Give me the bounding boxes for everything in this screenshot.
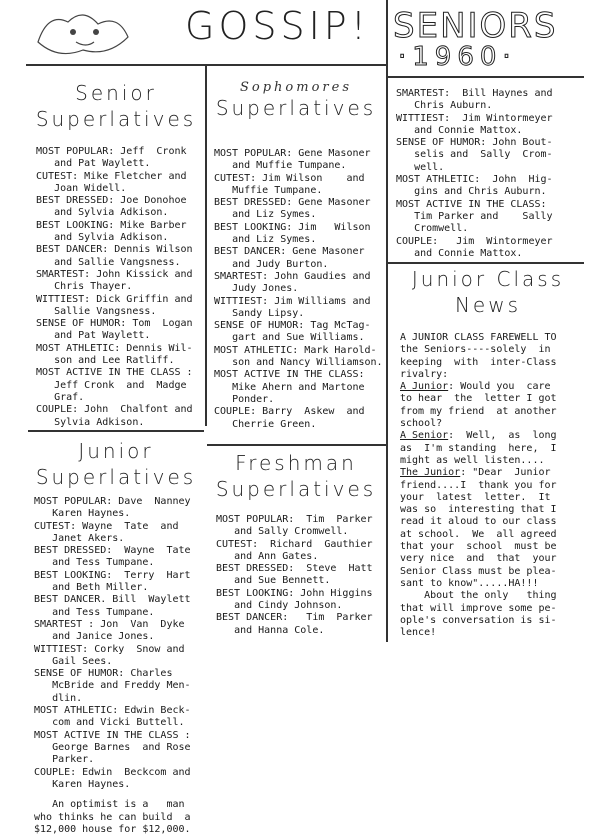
freshman-superlatives-header xyxy=(207,450,385,502)
list-item: BEST LOOKING: Jim Wilson and Liz Symes. xyxy=(214,221,371,246)
list-item: MOST ATHLETIC: Dennis Wil- son and Lee Ratliff. xyxy=(36,342,193,367)
list-item: WITTIEST: Dick Griffin and Sallie Vangsness. xyxy=(36,293,193,317)
section-script-title: Sophomores xyxy=(240,80,352,95)
senior-superlatives-list xyxy=(36,146,206,429)
list-item: SMARTEST: Bill Haynes and Chris Auburn. xyxy=(396,88,553,112)
list-item: MOST ACTIVE IN THE CLASS: Tim Parker and Sally Cromwell. xyxy=(396,198,553,235)
list-item: BEST DRESSED: Steve Hatt and Sue Bennett. xyxy=(216,563,373,587)
joke-text: An optimist is a man who thinks he can build a $12,000 house for $12,000. xyxy=(34,799,191,836)
list-item: BEST LOOKING: Mike Barber and Sylvia Adkison. xyxy=(36,219,187,244)
list-item: WITTIEST: Jim Wintormeyer and Connie Mattox. xyxy=(396,112,553,136)
closing-remark: About the only thing that will improve some pe- ople's conversation is si- lence! xyxy=(400,590,557,639)
list-item: COUPLE: Barry Askew and Cherrie Green. xyxy=(214,406,365,430)
list-item: BEST DANCER: Tim Parker and Hanna Cole. xyxy=(216,612,373,636)
list-item: WITTIEST: Corky Snow and Gail Sees. xyxy=(34,643,185,667)
divider xyxy=(388,76,584,78)
dialog-line xyxy=(400,381,586,430)
senior-continued-list xyxy=(396,88,586,260)
list-item: SENSE OF HUMOR: Charles McBride and Freddy Men- dlin. xyxy=(34,668,191,704)
masthead-title: GOSSIP! xyxy=(185,4,370,48)
list-item: CUTEST: Wayne Tate and Janet Akers. xyxy=(34,520,179,544)
list-item: WITTIEST: Jim Williams and Sandy Lipsy. xyxy=(214,295,371,319)
list-item: BEST DRESSED: Gene Masoner and Liz Symes. xyxy=(214,197,371,221)
list-item: MOST ATHLETIC: John Hig- gins and Chris Auburn. xyxy=(396,174,553,198)
list-item: SENSE OF HUMOR: John Bout- selis and Sally Crom- well. xyxy=(396,137,553,173)
dialog-text: : "Dear Junior friend....I thank you for your latest letter. It was so interesting that I read it aloud to our class at school. We all agreed that your school must be very nice and that your Senior Class must be plea- sant to know".....HA!!! xyxy=(400,467,557,589)
list-item: SMARTEST: John Kissick and Chris Thayer. xyxy=(36,268,193,293)
list-item: BEST DANCER: Gene Masoner and Judy Burton. xyxy=(214,246,365,270)
speaker: A Senior xyxy=(400,430,449,442)
list-item: SENSE OF HUMOR: Tag McTag- gart and Sue Williams. xyxy=(214,320,371,344)
list-item: MOST ACTIVE IN THE CLASS: Mike Ahern and Martone Ponder. xyxy=(214,369,365,405)
list-item: MOST POPULAR: Gene Masoner and Muffie Tumpane. xyxy=(214,148,371,172)
section-title: Junior xyxy=(78,439,154,463)
dialog-line xyxy=(400,430,586,467)
section-title: Senior xyxy=(75,81,157,105)
list-item: MOST POPULAR: Jeff Cronk and Pat Waylett. xyxy=(36,146,187,170)
speaker: The Junior xyxy=(400,467,461,479)
speaker: A Junior xyxy=(400,381,449,393)
divider xyxy=(28,430,204,432)
list-item: BEST LOOKING: John Higgins and Cindy Johnson. xyxy=(216,587,373,612)
section-title: Superlatives xyxy=(35,465,197,489)
list-item: BEST DRESSED: Wayne Tate and Tess Tumpane. xyxy=(34,545,191,569)
junior-class-news-body xyxy=(400,332,586,639)
freshman-superlatives-list xyxy=(216,514,386,637)
section-title: Superlatives xyxy=(215,477,377,501)
article-intro: A JUNIOR CLASS FAREWELL TO the Seniors----solely in keeping with inter-Class rivalry: xyxy=(400,332,557,380)
list-item: COUPLE: Jim Wintormeyer and Connie Mattox. xyxy=(396,235,553,259)
list-item: SMARTEST: John Gaudies and Judy Jones. xyxy=(214,270,371,295)
junior-class-news-header xyxy=(392,266,584,318)
list-item: COUPLE: Edwin Beckcom and Karen Haynes. xyxy=(34,766,191,790)
section-title: Superlatives xyxy=(215,96,377,120)
list-item: COUPLE: John Chalfont and Sylvia Adkison. xyxy=(36,404,193,428)
list-item: CUTEST: Jim Wilson and Muffie Tumpane. xyxy=(214,172,365,196)
list-item: BEST LOOKING: Terry Hart and Beth Miller. xyxy=(34,569,191,594)
divider xyxy=(207,444,387,446)
list-item: CUTEST: Richard Gauthier and Ann Gates. xyxy=(216,538,373,562)
list-item: CUTEST: Mike Fletcher and Joan Widell. xyxy=(36,170,187,194)
list-item: BEST DANCER: Dennis Wilson and Sallie Vangsness. xyxy=(36,244,193,268)
section-title: Superlatives xyxy=(35,107,197,131)
masthead-banner: SENIORS xyxy=(393,6,558,46)
list-item: MOST ACTIVE IN THE CLASS : George Barnes and Rose Parker. xyxy=(34,729,191,766)
list-item: SENSE OF HUMOR: Tom Logan and Pat Waylett. xyxy=(36,318,193,342)
list-item: MOST ATHLETIC: Edwin Beck- com and Vicki Buttell. xyxy=(34,705,191,729)
section-title: Freshman xyxy=(235,451,357,475)
divider xyxy=(388,262,584,264)
dialog-line xyxy=(400,467,586,590)
drawing-icon xyxy=(28,2,148,62)
list-item: BEST DANCER. Bill Waylett and Tess Tumpane. xyxy=(34,594,191,618)
section-title: Junior Class xyxy=(411,267,565,291)
list-item: MOST ACTIVE IN THE CLASS : Jeff Cronk and Madge Graf. xyxy=(36,367,193,403)
section-title: News xyxy=(454,293,522,317)
list-item: MOST POPULAR: Tim Parker and Sally Cromwell. xyxy=(216,514,373,538)
list-item: MOST ATHLETIC: Mark Harold- son and Nancy Williamson. xyxy=(214,344,383,369)
sophomore-superlatives-list xyxy=(214,148,386,431)
list-item: BEST DRESSED: Joe Donohoe and Sylvia Adkison. xyxy=(36,195,187,219)
junior-superlatives-header xyxy=(28,438,204,490)
sophomore-superlatives-header xyxy=(207,80,385,121)
list-item: SMARTEST : Jon Van Dyke and Janice Jones. xyxy=(34,618,185,643)
list-item: MOST POPULAR: Dave Nanney Karen Haynes. xyxy=(34,496,191,520)
senior-superlatives-header xyxy=(28,80,204,132)
dialog-text: : Well, as long as I'm standing here, I might as well listen.... xyxy=(400,430,557,466)
junior-superlatives-list xyxy=(34,496,206,837)
masthead-year: ·1960· xyxy=(398,42,517,72)
divider xyxy=(386,262,388,642)
dialog-text: : Would you care to hear the letter I got from my friend at another school? xyxy=(400,381,557,430)
